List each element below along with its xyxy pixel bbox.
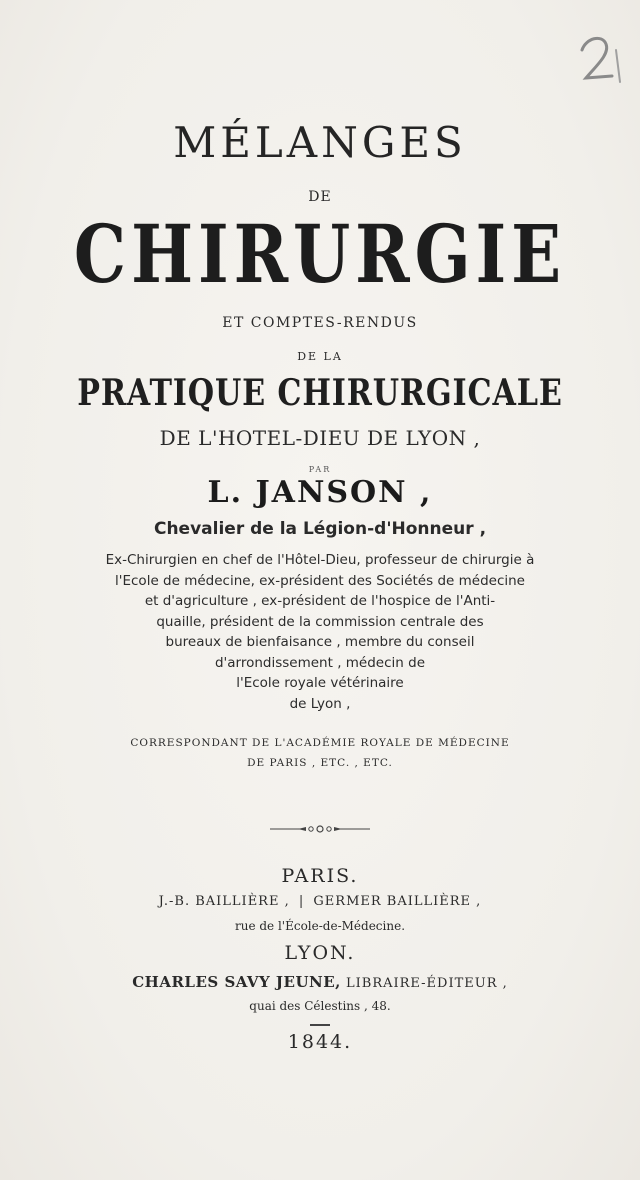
lyon-address: quai des Célestins , 48. <box>249 999 391 1013</box>
paris-publishers <box>0 895 640 908</box>
title-de: DE <box>308 189 332 205</box>
subtitle-pratique-chirurgicale: PRATIQUE CHIRURGICALE <box>77 372 563 414</box>
bio-line: Ex-Chirurgien en chef de l'Hôtel-Dieu, professeur de chirurgie à <box>105 552 535 568</box>
bio-line: l'Ecole de médecine, ex-président des Sociétés de médecine <box>115 572 525 589</box>
author-name: L. JANSON , <box>207 475 433 510</box>
paris-address: rue de l'École-de-Médecine. <box>234 919 406 933</box>
bio-line: et d'agriculture , ex-président de l'hospice de l'Anti- <box>144 593 496 609</box>
bio-line: de Lyon , <box>289 695 351 712</box>
handwritten-numeral-mark <box>568 20 628 100</box>
lyon-publisher-name: CHARLES SAVY JEUNE, <box>132 973 341 991</box>
author-biography <box>0 550 640 714</box>
author-honor: Chevalier de la Légion-d'Honneur , <box>153 519 487 539</box>
academy-correspondent-line-2: DE PARIS , ETC. , ETC. <box>247 757 393 769</box>
lyon-publisher-role: LIBRAIRE-ÉDITEUR , <box>346 976 508 991</box>
subtitle-de-la: DE LA <box>297 350 343 363</box>
publisher-jb-bailliere: J.-B. BAILLIÈRE , <box>158 894 290 909</box>
academy-correspondent-line-1: CORRESPONDANT DE L'ACADÉMIE ROYALE DE MÉDECINE <box>130 737 510 749</box>
ornamental-divider <box>270 824 370 834</box>
bio-line: l'Ecole royale vétérinaire <box>236 675 404 691</box>
publisher-germer-bailliere: GERMER BAILLIÈRE , <box>313 894 482 909</box>
bio-line: bureaux de bienfaisance , membre du conseil <box>165 634 475 650</box>
bio-line: d'arrondissement , médecin de <box>214 654 426 671</box>
publisher-separator: | <box>298 894 305 909</box>
title-chirurgie: CHIRURGIE <box>73 207 567 301</box>
lyon-publisher <box>0 974 640 990</box>
imprint-city-lyon: LYON. <box>284 942 356 964</box>
imprint-city-paris: PARIS. <box>281 865 359 887</box>
publication-year: 1844. <box>287 1031 353 1053</box>
subtitle-hotel-dieu: DE L'HOTEL-DIEU DE LYON , <box>159 426 481 450</box>
year-rule <box>310 1024 330 1026</box>
bio-line: quaille, président de la commission centrale des <box>156 613 484 630</box>
title-melanges: MÉLANGES <box>173 118 467 167</box>
by-label: PAR <box>308 465 332 474</box>
subtitle-comptes-rendus: ET COMPTES-RENDUS <box>222 315 418 331</box>
